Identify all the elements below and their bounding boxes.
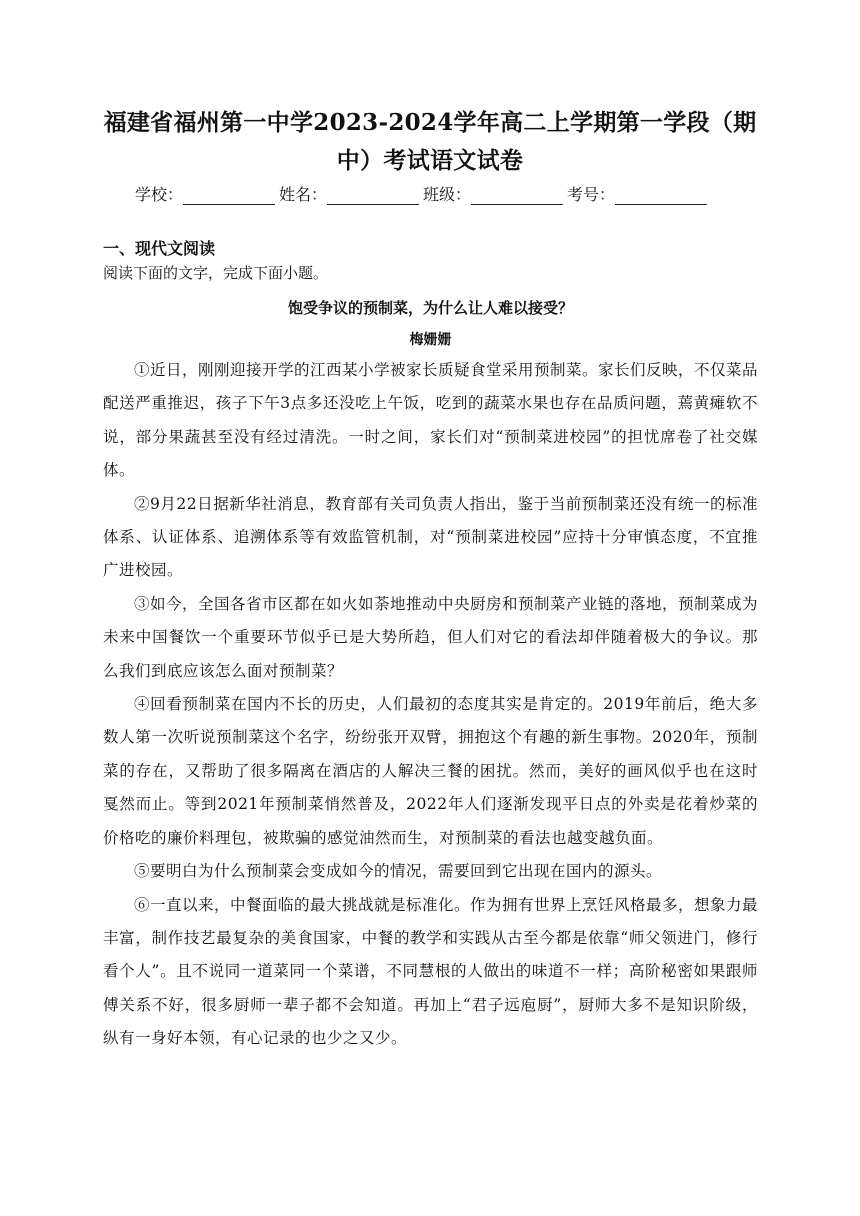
paragraph-2: ②9月22日据新华社消息，教育部有关司负责人指出，鉴于当前预制菜还没有统一的标准体系、认证体系、追溯体系等有效监管机制，对“预制菜进校园”应持十分审慎态度，不宜推广进校园。 [103, 494, 758, 580]
school-blank [183, 186, 275, 205]
name-blank [327, 186, 419, 205]
article-title: 饱受争议的预制菜，为什么让人难以接受？ [287, 299, 573, 317]
paragraph-1: ①近日，刚刚迎接开学的江西某小学被家长质疑食堂采用预制菜。家长们反映，不仅菜品配送严重推迟，孩子下午3点多还没吃上午饭，吃到的蔬菜水果也存在品质问题，蔫黄瘫软不说，部分果蔬甚至没有经过清洗。一时之间，家长们对“预制菜进校园”的担忧席卷了社交媒体。 [103, 361, 759, 480]
class-blank [471, 186, 563, 205]
school-label: 学校： [135, 185, 184, 204]
paragraph-4: ④回看预制菜在国内不长的历史，人们最初的态度其实是肯定的。2019年前后，绝大多数人第一次听说预制菜这个名字，纷纷张开双臂，拥抱这个有趣的新生事物。2020年，预制菜的存在，又帮助了很多隔离在酒店的人解决三餐的困扰。然而，美好的画风似乎也在这时戛然而止。等到2021年预制菜悄然普及，2022年人们逐渐发现平日点的外卖是花着炒菜的价格吃的廉价料理包，被欺骗的感觉油然而生，对预制菜的看法也越变越负面。 [103, 695, 758, 847]
exam-title: 福建省福州第一中学2023-2024学年高二上学期第一学段（期中）考试语文试卷 [103, 109, 757, 174]
reading-instruction: 阅读下面的文字，完成下面小题。 [103, 264, 329, 282]
paragraph-5: ⑤要明白为什么预制菜会变成如今的情况，需要回到它出现在国内的源头。 [134, 862, 663, 881]
name-label: 姓名： [279, 185, 328, 204]
exam-number-blank [615, 186, 707, 205]
article-body [103, 354, 758, 1056]
paragraph-3: ③如今，全国各省市区都在如火如荼地推动中央厨房和预制菜产业链的落地，预制菜成为未来中国餐饮一个重要环节似乎已是大势所趋，但人们对它的看法却伴随着极大的争议。那么我们到底应该怎么面对预制菜？ [103, 594, 759, 680]
class-label: 班级： [423, 185, 472, 204]
exam-number-label: 考号： [567, 185, 616, 204]
section-heading: 一、现代文阅读 [103, 239, 216, 258]
student-info-row [135, 182, 711, 205]
article-author: 梅姗姗 [409, 332, 452, 348]
paragraph-6: ⑥一直以来，中餐面临的最大挑战就是标准化。作为拥有世界上烹饪风格最多，想象力最丰富，制作技艺最复杂的美食国家，中餐的教学和实践从古至今都是依靠“师父领进门，修行看个人”。且不说同一道菜同一个菜谱，不同慧根的人做出的味道不一样；高阶秘密如果跟师傅关系不好，很多厨师一辈子都不会知道。再加上“君子远庖厨”，厨师大多不是知识阶级，纵有一身好本领，有心记录的也少之又少。 [103, 895, 759, 1048]
